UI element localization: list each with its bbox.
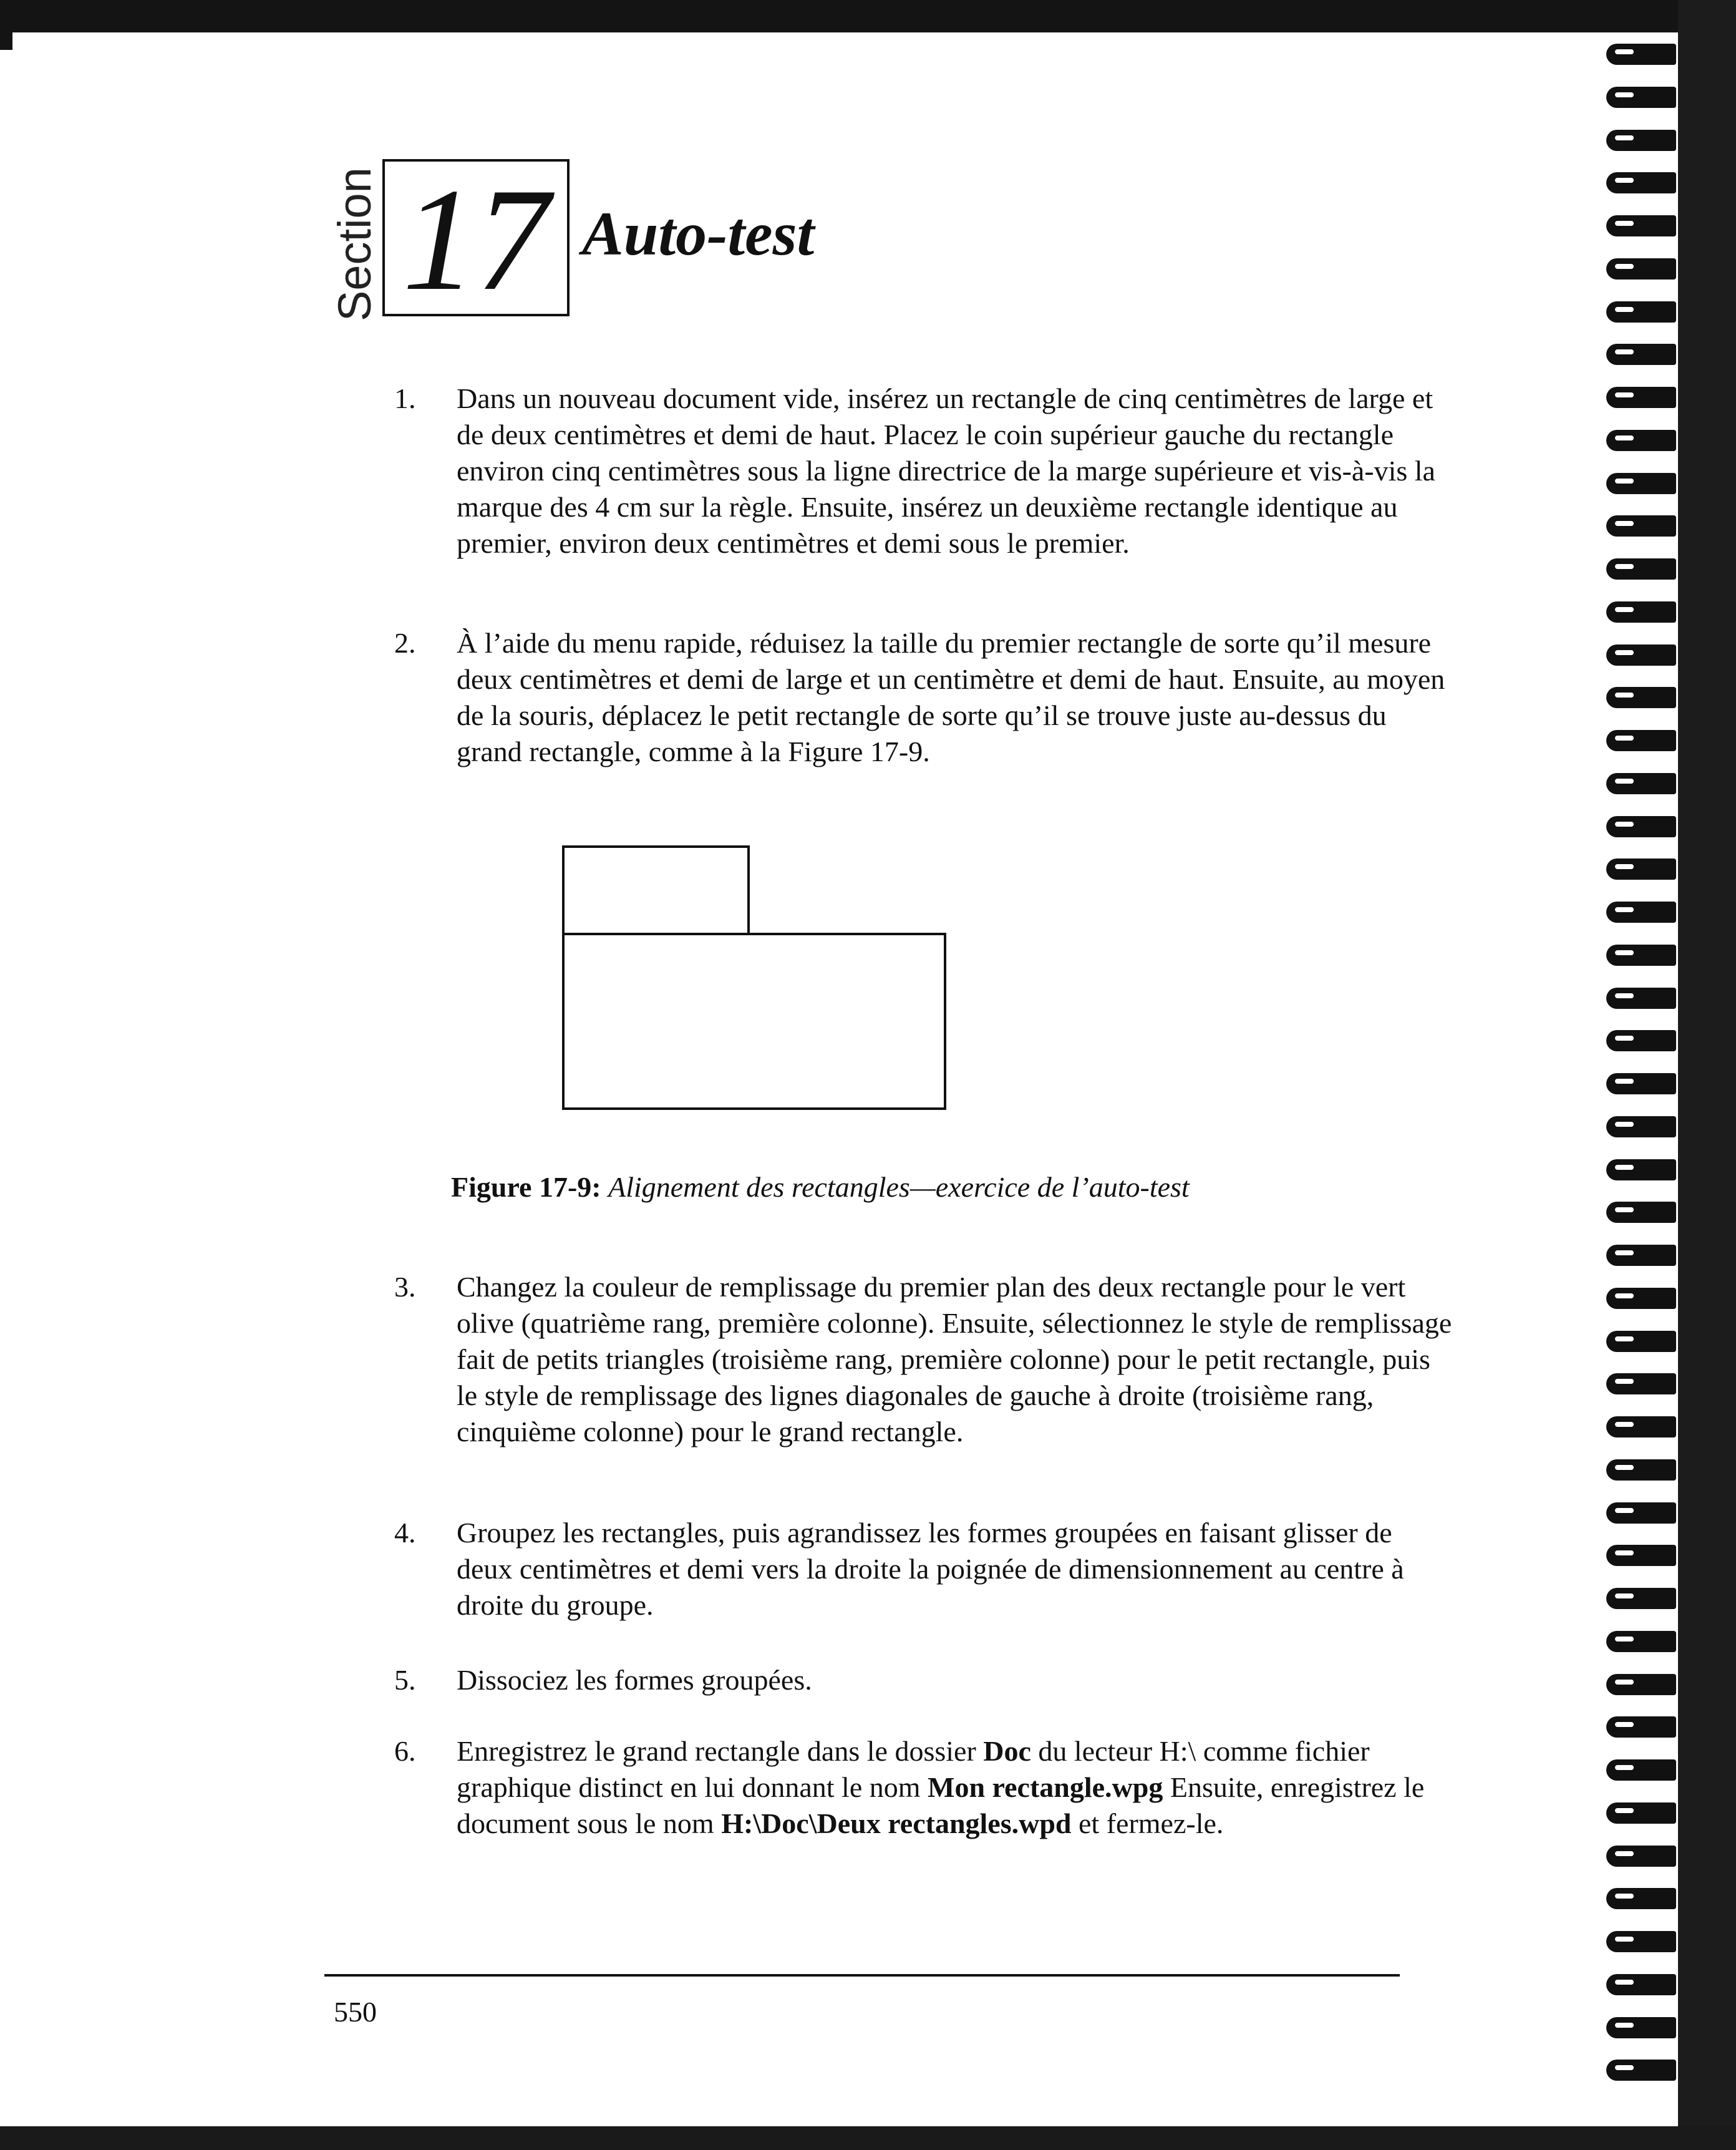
item-text (457, 1733, 1455, 1842)
binding-ring (1606, 87, 1676, 108)
item-number: 3. (394, 1271, 416, 1303)
page-title: Auto-test (582, 199, 815, 268)
small-rectangle (563, 847, 749, 934)
section-number: 17 (402, 158, 550, 321)
binding-ring (1606, 1545, 1676, 1566)
footer-rule (324, 1974, 1400, 1977)
binding-ring (1606, 1888, 1676, 1909)
bold-term: Doc (983, 1735, 1031, 1767)
binding-ring (1606, 1846, 1676, 1867)
page-number: 550 (334, 1996, 377, 2028)
binding-ring (1606, 1288, 1676, 1309)
binding-ring (1606, 1459, 1676, 1481)
item-number: 1. (394, 382, 416, 414)
scan-border-right (1678, 0, 1736, 2150)
binding-ring (1606, 1674, 1676, 1695)
scan-border-tab (0, 32, 12, 50)
item-number: 4. (394, 1517, 416, 1549)
item-text: Dissociez les formes groupées. (457, 1664, 812, 1696)
binding-ring (1606, 172, 1676, 193)
section-number-box (382, 158, 570, 321)
binding-ring (1606, 1416, 1676, 1437)
binding-ring (1606, 130, 1676, 151)
binding-ring (1606, 344, 1676, 365)
binding-ring (1606, 1631, 1676, 1652)
large-rectangle (563, 934, 945, 1109)
item-text-segment: Enregistrez le grand rectangle dans le dossier (457, 1735, 984, 1767)
binding-ring (1606, 1030, 1676, 1051)
bold-term: Mon rectangle.wpg (928, 1771, 1163, 1803)
figure-label: Figure 17-9: (451, 1171, 601, 1203)
binding-ring (1606, 215, 1676, 236)
binding-ring (1606, 902, 1676, 923)
binding-ring (1606, 1716, 1676, 1738)
binding-ring (1606, 730, 1676, 751)
binding-ring (1606, 645, 1676, 666)
bold-term: H:\Doc\Deux rectangles.wpd (721, 1807, 1072, 1839)
binding-ring (1606, 1502, 1676, 1524)
binding-ring (1606, 1202, 1676, 1223)
binding-ring (1606, 2060, 1676, 2081)
spiral-binding (1606, 37, 1681, 2121)
binding-ring (1606, 945, 1676, 966)
scan-border-top (0, 0, 1736, 32)
binding-ring (1606, 988, 1676, 1009)
item-number: 5. (394, 1664, 416, 1696)
binding-ring (1606, 859, 1676, 880)
binding-ring (1606, 44, 1676, 65)
item-number: 2. (394, 627, 416, 659)
binding-ring (1606, 601, 1676, 623)
binding-ring (1606, 301, 1676, 323)
item-text: Dans un nouveau document vide, insérez un rectangle de cinq centimètres de large et de deux centimètres et demi de haut. Placez le coin supérieur gauche du rectangle environ cinq centimètres sous la ligne directrice de la marge supérieure et vis-à-vis la marque des 4 cm sur la règle. Ensuite, insérez un deuxième rectangle identique au premier, environ deux centimètres et demi sous le premier. (457, 382, 1435, 559)
binding-ring (1606, 558, 1676, 580)
binding-ring (1606, 258, 1676, 280)
binding-ring (1606, 515, 1676, 537)
scan-border-bottom (0, 2126, 1736, 2150)
item-number: 6. (394, 1735, 416, 1767)
figure-rectangles (561, 845, 948, 1112)
section-label: Section (329, 167, 381, 321)
binding-ring (1606, 687, 1676, 708)
binding-ring (1606, 1331, 1676, 1352)
binding-ring (1606, 1073, 1676, 1094)
binding-ring (1606, 1373, 1676, 1394)
item-text: À l’aide du menu rapide, réduisez la taille du premier rectangle de sorte qu’il mesure deux centimètres et demi de large et un centimètre et demi de haut. Ensuite, au moyen de la souris, déplacez le petit rectangle de sorte qu’il se trouve juste au-dessus du grand rectangle, comme à la Figure 17-9. (457, 627, 1445, 767)
binding-ring (1606, 430, 1676, 451)
item-text: Changez la couleur de remplissage du premier plan des deux rectangle pour le vert olive (quatrième rang, première colonne). Ensuite, sélectionnez le style de remplissage fait de petits triangles (troisième rang, première colonne) pour le petit rectangle, puis le style de remplissage des lignes diagonales de gauche à droite (troisième rang, cinquième colonne) pour le grand rectangle. (457, 1271, 1452, 1447)
item-text-segment: Ensuite, enregistrez le document sous le nom (457, 1771, 1425, 1839)
binding-ring (1606, 1974, 1676, 1995)
binding-ring (1606, 1116, 1676, 1137)
binding-ring (1606, 773, 1676, 794)
figure-caption (451, 1169, 1190, 1205)
binding-ring (1606, 1802, 1676, 1824)
binding-ring (1606, 1931, 1676, 1952)
binding-ring (1606, 387, 1676, 408)
binding-ring (1606, 1588, 1676, 1609)
figure-caption-text: Alignement des rectangles—exercice de l’auto-test (608, 1171, 1190, 1203)
item-text: Groupez les rectangles, puis agrandissez les formes groupées en faisant glisser de deux centimètres et demi vers la droite la poignée de dimensionnement au centre à droite du groupe. (457, 1517, 1404, 1621)
binding-ring (1606, 1159, 1676, 1180)
item-text-segment: et fermez-le. (1071, 1807, 1224, 1839)
binding-ring (1606, 1759, 1676, 1781)
binding-ring (1606, 816, 1676, 837)
binding-ring (1606, 2017, 1676, 2038)
binding-ring (1606, 473, 1676, 494)
item-text-segment: du lecteur H:\ comme fichier graphique distinct en lui donnant le nom (457, 1735, 1370, 1803)
binding-ring (1606, 1245, 1676, 1266)
